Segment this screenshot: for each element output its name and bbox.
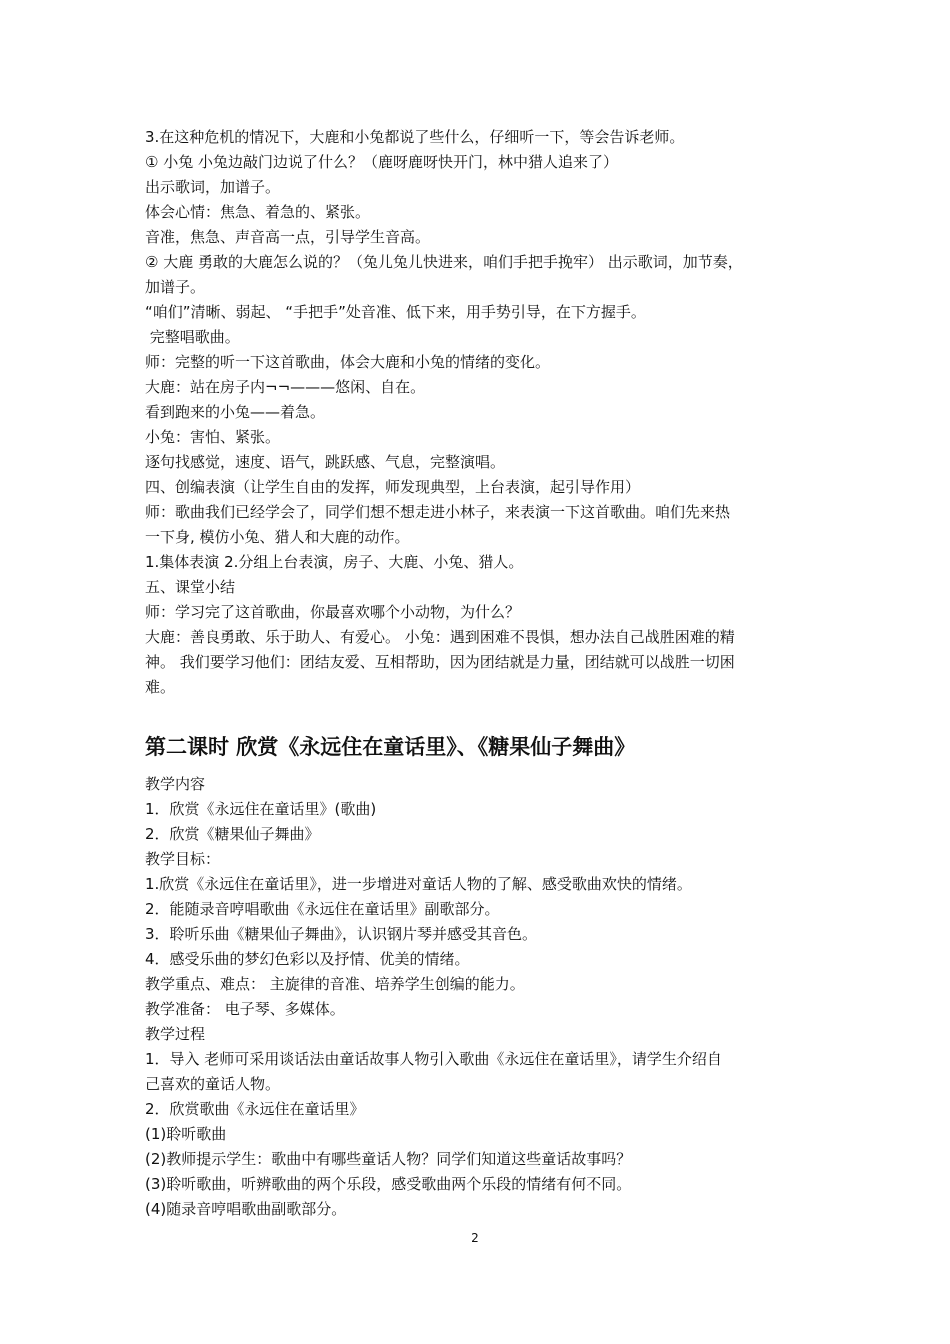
text-line: 己喜欢的童话人物。 (145, 1075, 281, 1093)
text-line: 教学准备： 电子琴、多媒体。 (145, 1000, 345, 1018)
text-line: 教学重点、难点： 主旋律的音准、培养学生创编的能力。 (145, 975, 525, 993)
text-line: 师：学习完了这首歌曲，你最喜欢哪个小动物，为什么？ (145, 603, 521, 621)
lesson-two-heading: 第二课时 欣赏《永远住在童话里》、《糖果仙子舞曲》 (145, 735, 636, 759)
text-line: 2．能随录音哼唱歌曲《永远住在童话里》副歌部分。 (145, 900, 500, 918)
text-line: (1)聆听歌曲 (145, 1125, 227, 1143)
text-line: 1．欣赏《永远住在童话里》(歌曲) (145, 800, 377, 818)
text-line: 大鹿：站在房子内¬¬———悠闲、自在。 (145, 378, 426, 396)
lesson-two-section (145, 772, 825, 1222)
text-line: 1．导入 老师可采用谈话法由童话故事人物引入歌曲《永远住在童话里》，请学生介绍自 (145, 1050, 722, 1068)
text-line: 2．欣赏歌曲《永远住在童话里》 (145, 1100, 365, 1118)
text-line: ② 大鹿 勇敢的大鹿怎么说的？（兔儿兔儿快进来，咱们手把手挽牢） 出示歌词，加节奏， (145, 253, 743, 271)
text-line: 师：歌曲我们已经学会了，同学们想不想走进小林子，来表演一下这首歌曲。咱们先来热 (145, 503, 731, 521)
text-line: (2)教师提示学生：歌曲中有哪些童话人物？同学们知道这些童话故事吗？ (145, 1150, 632, 1168)
text-line: “咱们”清晰、弱起、 “手把手”处音准、低下来，用手势引导，在下方握手。 (145, 303, 646, 321)
text-line: 完整唱歌曲。 (145, 328, 240, 346)
text-line: 看到跑来的小兔——着急。 (145, 403, 326, 421)
text-line: 3.在这种危机的情况下，大鹿和小兔都说了些什么，仔细听一下，等会告诉老师。 (145, 128, 685, 146)
text-line: 逐句找感觉，速度、语气，跳跃感、气息，完整演唱。 (145, 453, 506, 471)
page-number: 2 (471, 1231, 479, 1245)
text-line: 一下身, 模仿小兔、猎人和大鹿的动作。 (145, 528, 410, 546)
text-line: 师：完整的听一下这首歌曲，体会大鹿和小兔的情绪的变化。 (145, 353, 551, 371)
text-line: 教学目标： (145, 850, 221, 868)
text-line: 出示歌词，加谱子。 (145, 178, 281, 196)
text-line: 音准，焦急、声音高一点，引导学生音高。 (145, 228, 431, 246)
text-line: ① 小兔 小兔边敲门边说了什么？（鹿呀鹿呀快开门，林中猎人追来了） (145, 153, 618, 171)
page-content (145, 125, 825, 1222)
text-line: 1.欣赏《永远住在童话里》，进一步增进对童话人物的了解、感受歌曲欢快的情绪。 (145, 875, 692, 893)
text-line: 教学内容 (145, 775, 206, 793)
text-line: 四、创编表演（让学生自由的发挥，师发现典型，上台表演，起引导作用） (145, 478, 641, 496)
text-line: 1.集体表演 2.分组上台表演，房子、大鹿、小兔、猎人。 (145, 553, 524, 571)
text-line: 难。 (145, 678, 176, 696)
text-line: 3．聆听乐曲《糖果仙子舞曲》，认识钢片琴并感受其音色。 (145, 925, 538, 943)
text-line: 加谱子。 (145, 278, 206, 296)
text-line: 教学过程 (145, 1025, 206, 1043)
text-line: 小兔：害怕、紧张。 (145, 428, 281, 446)
text-line: 体会心情：焦急、着急的、紧张。 (145, 203, 371, 221)
text-line: (3)聆听歌曲，听辨歌曲的两个乐段，感受歌曲两个乐段的情绪有何不同。 (145, 1175, 632, 1193)
text-line: 神。 我们要学习他们：团结友爱、互相帮助，因为团结就是力量，团结就可以战胜一切困 (145, 653, 735, 671)
lesson-one-section (145, 125, 825, 700)
text-line: (4)随录音哼唱歌曲副歌部分。 (145, 1200, 347, 1218)
text-line: 4．感受乐曲的梦幻色彩以及抒情、优美的情绪。 (145, 950, 470, 968)
text-line: 五、课堂小结 (145, 578, 236, 596)
text-line: 大鹿：善良勇敢、乐于助人、有爱心。 小兔：遇到困难不畏惧，想办法自己战胜困难的精 (145, 628, 735, 646)
text-line: 2．欣赏《糖果仙子舞曲》 (145, 825, 320, 843)
